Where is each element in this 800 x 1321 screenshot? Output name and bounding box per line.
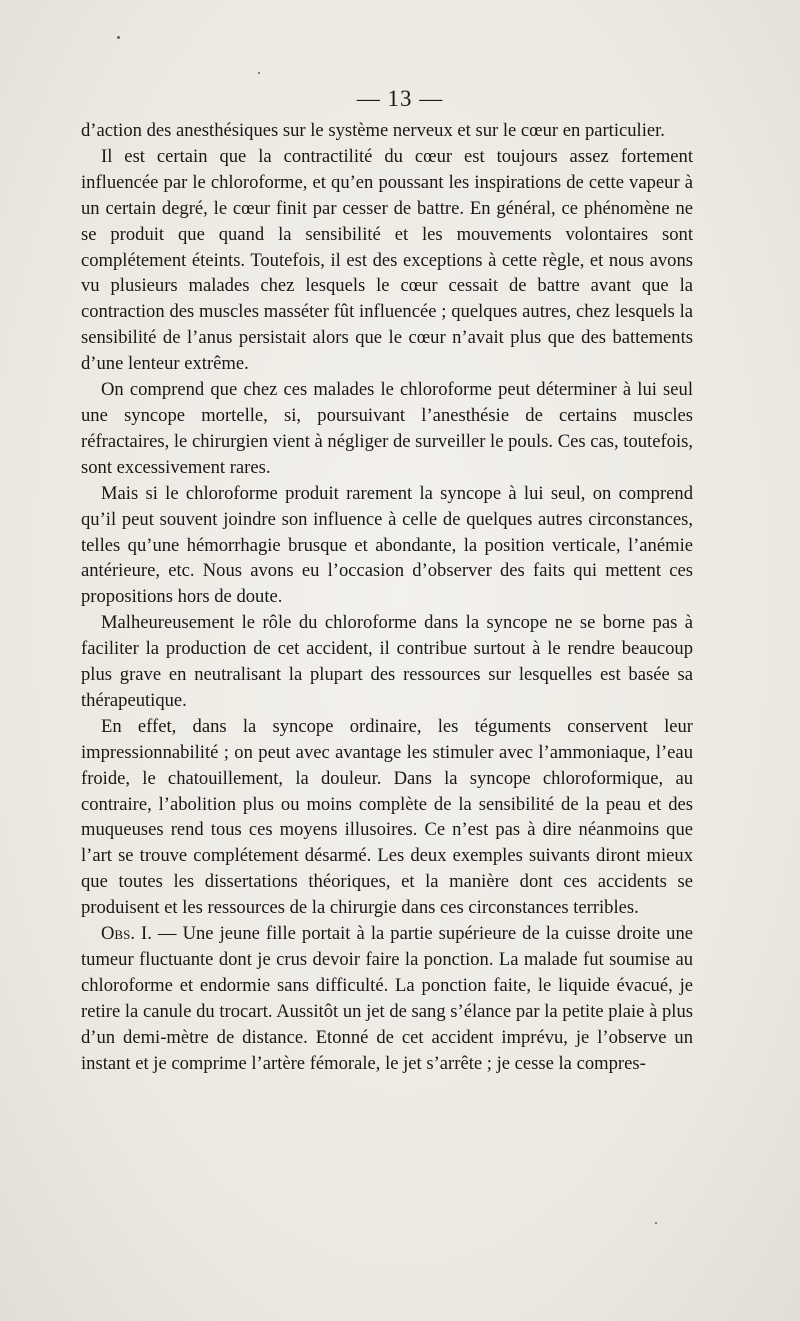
observation-label: Obs. I. <box>101 923 152 945</box>
body-text <box>81 118 693 1077</box>
paper-speck <box>258 72 260 74</box>
paragraph: En effet, dans la syncope ordinaire, les téguments conservent leur impressionnabilité ; on peut avec avantage les stimuler avec l’ammoniaque, l’eau froide, le chatouillement, la douleur. Dans la syncope chloroformique, au contraire, l’abolition plus ou moins complète de la sensibilité de la peau et des muqueuses rend tous ces moyens illusoires. Ce n’est pas à dire néanmoins que l’art se trouve complétement désarmé. Les deux exemples suivants diront mieux que toutes les dissertations théoriques, et la manière dont ces accidents se produisent et les ressources de la chirurgie dans ces circonstances terribles. <box>81 715 693 919</box>
observation-text: — Une jeune fille portait à la partie supérieure de la cuisse droite une tumeur fluctuante dont je crus devoir faire la ponction. La malade fut soumise au chloroforme et endormie sans difficulté. La ponction faite, le liquide évacué, je retire la canule du trocart. Aussitôt un jet de sang s’élance par la petite plaie à plus d’un demi-mètre de distance. Etonné de cet accident imprévu, je l’observe un instant et je comprime l’artère fémorale, le jet s’arrête ; je cesse la compres- <box>81 923 693 1074</box>
paragraph: Mais si le chloroforme produit rarement la syncope à lui seul, on comprend qu’il peut souvent joindre son influence à celle de quelques autres circonstances, telles qu’une hémorrhagie brusque et abondante, la position verticale, l’anémie antérieure, etc. Nous avons eu l’occasion d’observer des faits qui mettent ces propositions hors de doute. <box>81 482 693 608</box>
page-number: — 13 — <box>356 86 444 111</box>
paper-speck <box>117 36 120 39</box>
observation-paragraph <box>81 921 693 1076</box>
paragraph: d’action des anesthésiques sur le système nerveux et sur le cœur en particulier. <box>81 120 665 141</box>
paragraph: Il est certain que la contractilité du cœur est toujours assez fortement influencée par le chloroforme, et qu’en poussant les inspirations de cette vapeur à un certain degré, le cœur finit par cesser de battre. En général, ce phénomène ne se produit que quand la sensibilité et les mouvements volontaires sont complétement éteints. Toutefois, il est des exceptions à cette règle, et nous avons vu plusieurs malades chez lesquels le cœur cessait de battre avant que la contraction des muscles masséter fût influencée ; quelques autres, chez lesquels la sensibilité de l’anus persistait alors que le cœur n’avait plus que des battements d’une lenteur extrême. <box>81 145 693 375</box>
paper-speck <box>655 1222 657 1224</box>
paragraph: Malheureusement le rôle du chloroforme dans la syncope ne se borne pas à faciliter la production de cet accident, il contribue surtout à le rendre beaucoup plus grave en neutralisant la plupart des ressources sur lesquelles est basée sa thérapeutique. <box>81 612 693 711</box>
paragraph: On comprend que chez ces malades le chloroforme peut déterminer à lui seul une syncope mortelle, si, poursuivant l’anesthésie de certains muscles réfractaires, le chirurgien vient à négliger de surveiller le pouls. Ces cas, toutefois, sont excessivement rares. <box>81 379 693 478</box>
